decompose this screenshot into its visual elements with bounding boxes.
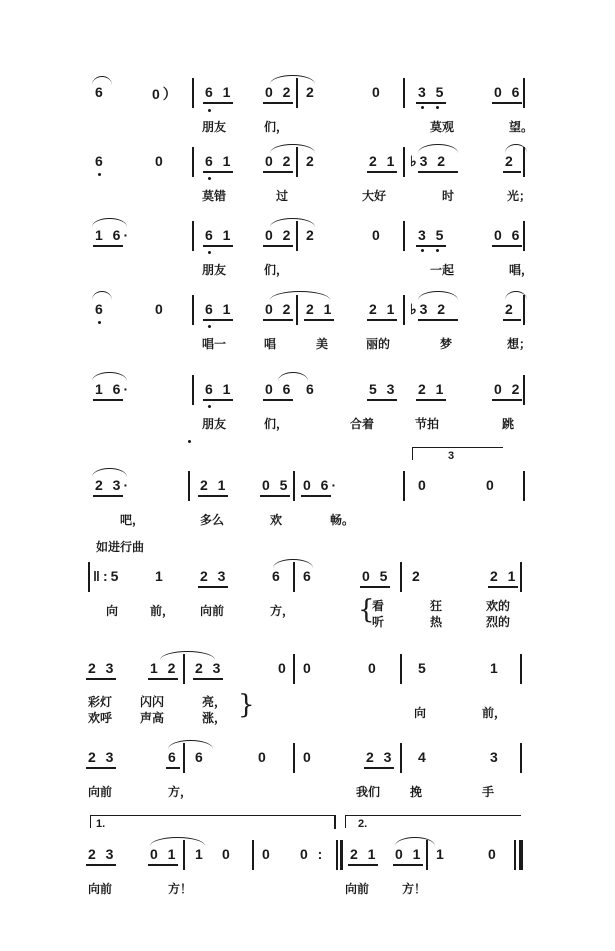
note: 6 xyxy=(95,84,106,100)
underline xyxy=(503,171,521,173)
underline xyxy=(86,864,116,866)
note: 0 1 xyxy=(150,846,179,862)
underline xyxy=(367,319,397,321)
dot xyxy=(436,106,439,109)
lyric: 美 xyxy=(316,337,329,351)
note: 1 xyxy=(490,660,501,676)
lyric: 唱一 xyxy=(202,337,227,351)
barline xyxy=(520,654,522,684)
volta-bracket-2 xyxy=(345,815,521,828)
note: 2 1 xyxy=(200,477,229,493)
note: 2 1 xyxy=(369,301,398,317)
underline xyxy=(86,678,116,680)
tie xyxy=(92,372,127,381)
lyric: 挽 xyxy=(410,785,423,799)
note: 0 xyxy=(222,846,233,862)
barline xyxy=(426,840,428,870)
dot xyxy=(188,440,191,443)
barline xyxy=(523,78,525,108)
note: 2 1 xyxy=(490,568,519,584)
lyric: 过 xyxy=(276,189,289,203)
note: ♭3 2 xyxy=(410,153,449,169)
underline xyxy=(416,102,446,104)
barline xyxy=(336,840,338,870)
barline xyxy=(403,295,405,325)
tie xyxy=(150,837,205,846)
note: 0 xyxy=(372,227,383,243)
note: 2 xyxy=(505,153,516,169)
lyric: 涨， xyxy=(202,711,227,725)
lyric: 丽的 xyxy=(366,337,391,351)
note: 0 xyxy=(372,84,383,100)
lyric: 向前 xyxy=(200,604,225,618)
lyric: 时 xyxy=(442,189,455,203)
note: 3 5 xyxy=(418,84,447,100)
underline xyxy=(418,319,458,321)
note: 2 xyxy=(306,84,317,100)
lyric: 声高 xyxy=(140,711,165,725)
barline xyxy=(403,78,405,108)
note: 6 xyxy=(303,568,314,584)
lyric: 梦 xyxy=(440,337,453,351)
underline xyxy=(367,399,397,401)
lyric: 狂 xyxy=(430,599,443,613)
note: 0） xyxy=(152,86,180,102)
lyric: 方！ xyxy=(168,882,193,896)
lyric: 想； xyxy=(507,337,532,351)
note: 1 xyxy=(195,846,206,862)
tie xyxy=(270,218,315,227)
note: 2 xyxy=(306,153,317,169)
lyric: 向前 xyxy=(88,785,113,799)
note: 6 xyxy=(272,568,283,584)
underline xyxy=(304,319,334,321)
underline xyxy=(488,586,518,588)
note: 6 xyxy=(95,153,106,169)
barline xyxy=(88,562,90,592)
note: 0 xyxy=(303,660,314,676)
volta-bracket-1 xyxy=(90,815,336,828)
tempo-marking: 如进行曲 xyxy=(96,540,145,554)
note: 2 1 xyxy=(306,301,335,317)
note: 0 6· xyxy=(303,477,340,493)
barline xyxy=(400,654,402,684)
underline xyxy=(203,102,233,104)
underline xyxy=(418,171,458,173)
note: 0 xyxy=(155,153,166,169)
note: 2 3 xyxy=(88,846,117,862)
note: 2 1 xyxy=(369,153,398,169)
underline xyxy=(260,495,290,497)
tie xyxy=(160,651,215,660)
dot xyxy=(208,405,211,408)
note: 0 1 xyxy=(395,846,424,862)
note: 0 6 xyxy=(265,381,294,397)
underline xyxy=(492,399,522,401)
lyric: 望。 xyxy=(509,120,534,134)
note: 0 2 xyxy=(265,301,294,317)
volta-label-1: 1. xyxy=(96,818,106,830)
barline xyxy=(192,295,194,325)
note: 0 xyxy=(155,301,166,317)
underline xyxy=(166,767,180,769)
underline xyxy=(263,171,293,173)
note: ‖:5 xyxy=(93,568,122,584)
barline xyxy=(296,295,298,325)
underline xyxy=(203,399,233,401)
note: ♭3 2 xyxy=(410,301,449,317)
underline xyxy=(367,171,397,173)
lyric: 多么 xyxy=(200,513,225,527)
lyric: 前， xyxy=(482,706,507,720)
lyric: 大好 xyxy=(362,189,387,203)
underline xyxy=(203,319,233,321)
underline xyxy=(263,319,293,321)
note: 6 1 xyxy=(205,153,234,169)
lyric: 听 xyxy=(372,615,385,629)
underline xyxy=(416,399,446,401)
barline xyxy=(183,840,185,870)
lyric: 方！ xyxy=(402,882,427,896)
lyric: 欢的 xyxy=(486,599,511,613)
note: 5 xyxy=(418,660,429,676)
barline xyxy=(192,78,194,108)
lyric: 朋友 xyxy=(202,120,227,134)
note: 0 xyxy=(368,660,379,676)
lyric: 烈的 xyxy=(486,615,511,629)
tie xyxy=(418,291,458,300)
barline xyxy=(520,562,522,592)
underline xyxy=(93,245,123,247)
note: 0 xyxy=(262,846,273,862)
tie xyxy=(270,291,330,300)
lyric: 向前 xyxy=(88,882,113,896)
note: 0 xyxy=(258,749,269,765)
underline xyxy=(86,767,116,769)
underline xyxy=(93,399,123,401)
underline xyxy=(198,495,228,497)
note: 0 2 xyxy=(265,84,294,100)
barline xyxy=(188,471,190,501)
tie xyxy=(270,144,315,153)
note: 3 xyxy=(490,749,501,765)
underline xyxy=(364,767,394,769)
tie xyxy=(92,291,112,300)
barline xyxy=(293,743,295,773)
note: 0 6 xyxy=(494,227,523,243)
barline xyxy=(403,471,405,501)
barline xyxy=(293,654,295,684)
note: 0 5 xyxy=(262,477,291,493)
lyric: 们， xyxy=(264,263,289,277)
barline xyxy=(252,840,254,870)
note: 6 1 xyxy=(205,227,234,243)
note: 2 3 xyxy=(195,660,224,676)
note: 2 3 xyxy=(200,568,229,584)
note: 1 2 xyxy=(150,660,179,676)
note: 0 5 xyxy=(362,568,391,584)
underline xyxy=(263,102,293,104)
volta-label-2: 2. xyxy=(358,818,368,830)
note: 1 xyxy=(436,846,447,862)
underline xyxy=(348,864,378,866)
lyric: 手 xyxy=(482,785,495,799)
tie xyxy=(168,740,213,749)
tie xyxy=(92,468,127,477)
underline xyxy=(263,245,293,247)
barline xyxy=(192,375,194,405)
note: 2 3 xyxy=(88,749,117,765)
barline xyxy=(514,840,516,870)
underline xyxy=(360,586,390,588)
note: 6 1 xyxy=(205,84,234,100)
lyric: 闪闪 xyxy=(140,695,165,709)
dot xyxy=(421,249,424,252)
note: 0 2 xyxy=(494,381,523,397)
note: 0 xyxy=(303,749,314,765)
barline xyxy=(403,147,405,177)
barline xyxy=(523,221,525,251)
tie xyxy=(395,837,435,846)
lyric: 亮， xyxy=(202,695,227,709)
barline xyxy=(523,147,525,177)
lyric: 唱 xyxy=(264,337,277,351)
tie xyxy=(92,218,127,227)
barline xyxy=(340,840,343,870)
note: 0 2 xyxy=(265,227,294,243)
barline xyxy=(523,295,525,325)
note: 6 xyxy=(168,749,179,765)
lyric: 唱， xyxy=(509,263,534,277)
underline xyxy=(93,495,123,497)
lyric: 方， xyxy=(168,785,193,799)
lyric: 我们 xyxy=(356,785,381,799)
note: 2 xyxy=(412,568,423,584)
lyric: 一起 xyxy=(430,263,455,277)
note: 2 xyxy=(505,301,516,317)
note: 6 xyxy=(195,749,206,765)
barline xyxy=(296,147,298,177)
dot xyxy=(208,251,211,254)
dot xyxy=(436,249,439,252)
lyric: 热 xyxy=(430,615,443,629)
lyric: 跳 xyxy=(502,417,515,431)
note: 2 1 xyxy=(418,381,447,397)
dot xyxy=(208,325,211,328)
note: 0 2 xyxy=(265,153,294,169)
lyric: 朋友 xyxy=(202,417,227,431)
underline xyxy=(492,245,522,247)
lyric: 方， xyxy=(270,604,295,618)
lyric: 们， xyxy=(264,417,289,431)
lyric: 节拍 xyxy=(415,417,440,431)
lyric: 畅。 xyxy=(330,513,355,527)
lyric: 看 xyxy=(372,599,385,613)
underline xyxy=(198,586,228,588)
triplet-label: 3 xyxy=(448,450,455,462)
lyric: 合着 xyxy=(350,417,375,431)
lyric: 向前 xyxy=(345,882,370,896)
lyric: 光； xyxy=(507,189,532,203)
note: 2 3 xyxy=(366,749,395,765)
barline xyxy=(293,471,295,501)
barline xyxy=(296,78,298,108)
lyric: 们， xyxy=(264,120,289,134)
underline xyxy=(393,864,423,866)
barline xyxy=(400,743,402,773)
note: 1 xyxy=(155,568,166,584)
dot xyxy=(421,106,424,109)
note: 0 xyxy=(488,846,499,862)
lyric: 莫错 xyxy=(202,189,227,203)
tie xyxy=(270,75,315,84)
lyric: 前， xyxy=(150,604,175,618)
note: 1 6· xyxy=(95,227,132,243)
note: 0 : xyxy=(300,846,326,862)
brace: } xyxy=(238,690,255,720)
underline xyxy=(203,171,233,173)
note: 0 xyxy=(418,477,429,493)
note: 6 xyxy=(95,301,106,317)
tie xyxy=(278,372,308,381)
barline xyxy=(523,471,525,501)
lyric: 彩灯 xyxy=(88,695,113,709)
dot xyxy=(98,321,101,324)
dot xyxy=(208,109,211,112)
barline xyxy=(183,743,185,773)
note: 0 6 xyxy=(494,84,523,100)
note: 4 xyxy=(418,749,429,765)
note: 6 1 xyxy=(205,301,234,317)
note: 2 xyxy=(306,227,317,243)
barline xyxy=(293,562,295,592)
note: 2 3 xyxy=(88,660,117,676)
dot xyxy=(98,173,101,176)
triplet-bracket xyxy=(412,447,503,460)
underline xyxy=(263,399,293,401)
note: 3 5 xyxy=(418,227,447,243)
barline xyxy=(192,221,194,251)
barline xyxy=(403,221,405,251)
lyric: 向 xyxy=(106,604,119,618)
barline xyxy=(520,743,522,773)
note: 6 1 xyxy=(205,381,234,397)
lyric: 吧， xyxy=(120,513,145,527)
barline xyxy=(296,221,298,251)
final-barline xyxy=(519,840,523,870)
note: 2 1 xyxy=(350,846,379,862)
dot xyxy=(208,177,211,180)
tie xyxy=(418,144,458,153)
note: 0 xyxy=(486,477,497,493)
lyric: 朋友 xyxy=(202,263,227,277)
underline xyxy=(492,102,522,104)
underline xyxy=(301,495,331,497)
underline xyxy=(203,245,233,247)
note: 5 3 xyxy=(369,381,398,397)
note: 1 6· xyxy=(95,381,132,397)
lyric: 欢 xyxy=(270,513,283,527)
note: 2 3· xyxy=(95,477,132,493)
barline xyxy=(183,654,185,684)
barline xyxy=(523,375,525,405)
lyric: 欢呼 xyxy=(88,711,113,725)
barline xyxy=(334,815,336,829)
underline xyxy=(148,678,178,680)
barline xyxy=(400,562,402,592)
underline xyxy=(193,678,223,680)
underline xyxy=(416,245,446,247)
lyric: 莫观 xyxy=(430,120,455,134)
note: 6 xyxy=(306,381,317,397)
lyric: 向 xyxy=(414,706,427,720)
note: 0 xyxy=(278,660,289,676)
brace: { xyxy=(358,595,375,625)
underline xyxy=(503,319,521,321)
underline xyxy=(148,864,178,866)
barline xyxy=(192,147,194,177)
